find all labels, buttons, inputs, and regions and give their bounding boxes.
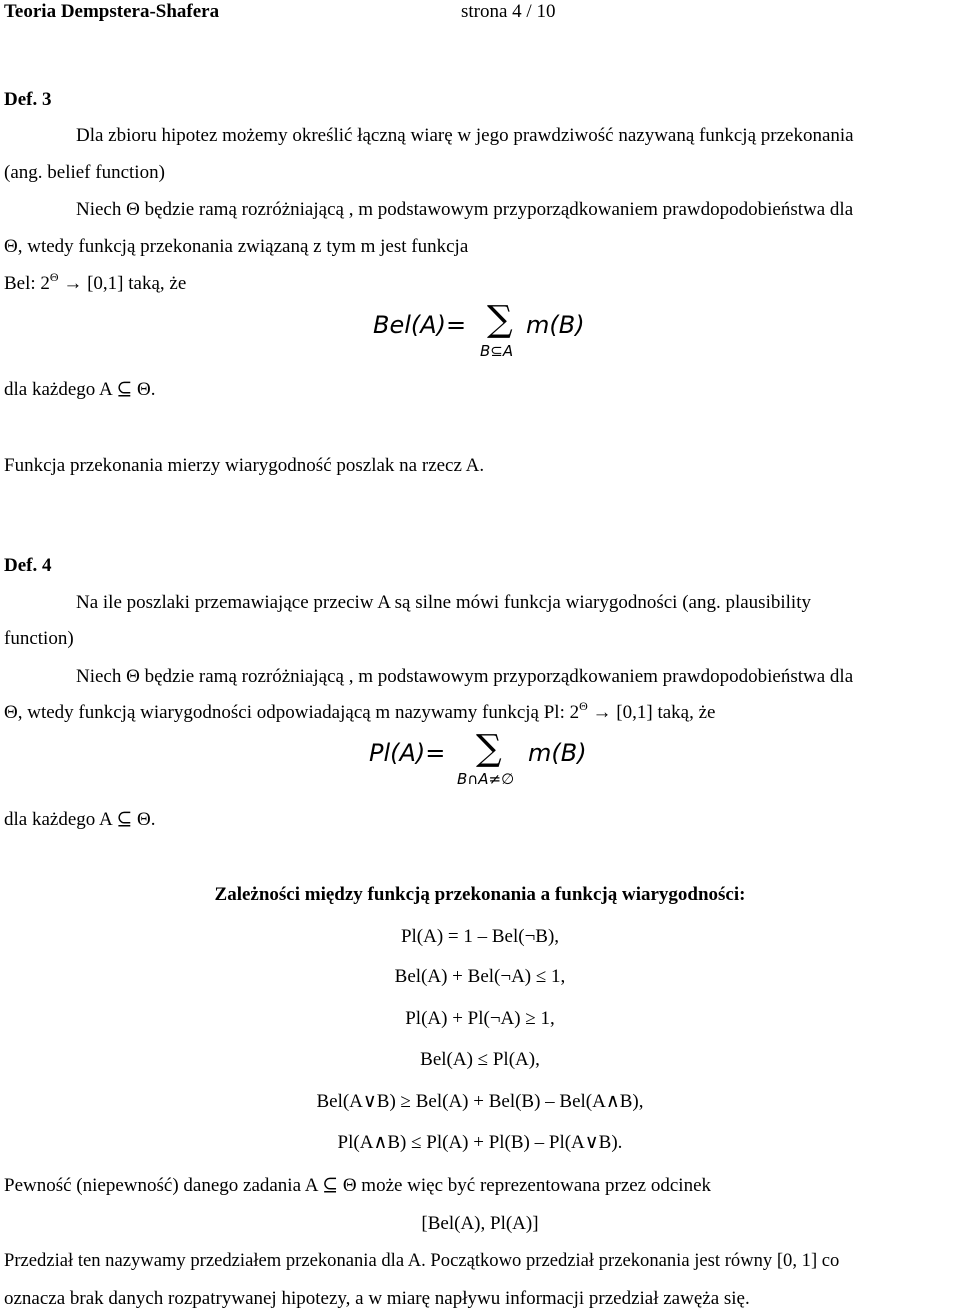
relation-item: Bel(A) + Bel(¬A) ≤ 1, [394, 966, 566, 987]
def3-line5-post: → [0,1] taką, że [58, 273, 187, 294]
closing-line2: Przedział ten nazywamy przedziałem przekonania dla A. Początkowo przedział przekonania jest równy [0, 1] co [4, 1250, 840, 1271]
def4-line4-pre: Θ, wtedy funkcją wiarygodności odpowiadającą m nazywamy funkcją Pl: 2 [4, 702, 580, 723]
relations-heading: Zależności między funkcją przekonania a funkcją wiarygodności: [214, 884, 746, 905]
def4-line4-post: → [0,1] taką, że [587, 702, 716, 723]
closing-line3: oznacza brak danych rozpatrywanej hipotezy, a w miarę napływu informacji przedział zawęża się. [4, 1288, 750, 1309]
def3-line3: Niech Θ będzie ramą rozróżniającą , m podstawowym przyporządkowaniem prawdopodobieństwa dla [76, 199, 854, 220]
relation-item: Bel(A) ≤ Pl(A), [420, 1049, 540, 1070]
def3-line2: (ang. belief function) [4, 162, 165, 183]
relation-item: Pl(A) + Pl(¬A) ≥ 1, [405, 1008, 555, 1029]
bel-formula-lhs: Bel(A)= [373, 311, 467, 339]
def3-line5-pre: Bel: 2 [4, 273, 50, 294]
def4-line4 [4, 699, 716, 723]
def4-line2: function) [4, 628, 74, 649]
relation-item: Pl(A) = 1 – Bel(¬B), [400, 926, 560, 947]
theta-superscript: Θ [49, 270, 59, 284]
bel-formula-sigma: ∑ [487, 299, 513, 340]
def4-forall: dla każdego A ⊆ Θ. [4, 809, 156, 830]
relation-item: Bel(A∨B) ≥ Bel(A) + Bel(B) – Bel(A∧B), [316, 1091, 644, 1112]
def3-line1: Dla zbioru hipotez możemy określić łączną wiarę w jego prawdziwość nazywaną funkcją przekonania [76, 125, 854, 146]
belief-interval: [Bel(A), Pl(A)] [421, 1213, 539, 1234]
page-number: strona 4 / 10 [461, 1, 556, 22]
theta-superscript: Θ [579, 699, 588, 713]
def4-line1: Na ile poszlaki przemawiające przeciw A są silne mówi funkcja wiarygodności (ang. plausibility [76, 592, 811, 613]
pl-formula-lhs: Pl(A)= [369, 739, 446, 767]
def4-line3: Niech Θ będzie ramą rozróżniającą , m podstawowym przyporządkowaniem prawdopodobieństwa dla [76, 666, 854, 687]
def3-line4: Θ, wtedy funkcją przekonania związaną z tym m jest funkcja [4, 236, 469, 257]
def3-line5 [4, 270, 187, 294]
def4-label: Def. 4 [4, 555, 52, 576]
pl-formula-subscript: B∩A≠∅ [457, 770, 515, 788]
bel-formula-rhs: m(B) [526, 311, 585, 339]
def3-note: Funkcja przekonania mierzy wiarygodność poszlak na rzecz A. [4, 455, 485, 476]
pl-formula-sigma: ∑ [476, 728, 502, 769]
closing-line1: Pewność (niepewność) danego zadania A ⊆ Θ może więc być reprezentowana przez odcinek [4, 1175, 712, 1196]
relation-item: Pl(A∧B) ≤ Pl(A) + Pl(B) – Pl(A∨B). [337, 1132, 623, 1153]
bel-formula-subscript: B⊆A [480, 342, 514, 360]
document-title: Teoria Dempstera-Shafera [4, 1, 220, 22]
def3-label: Def. 3 [4, 89, 52, 110]
pl-formula-rhs: m(B) [528, 739, 587, 767]
def3-forall: dla każdego A ⊆ Θ. [4, 379, 156, 400]
